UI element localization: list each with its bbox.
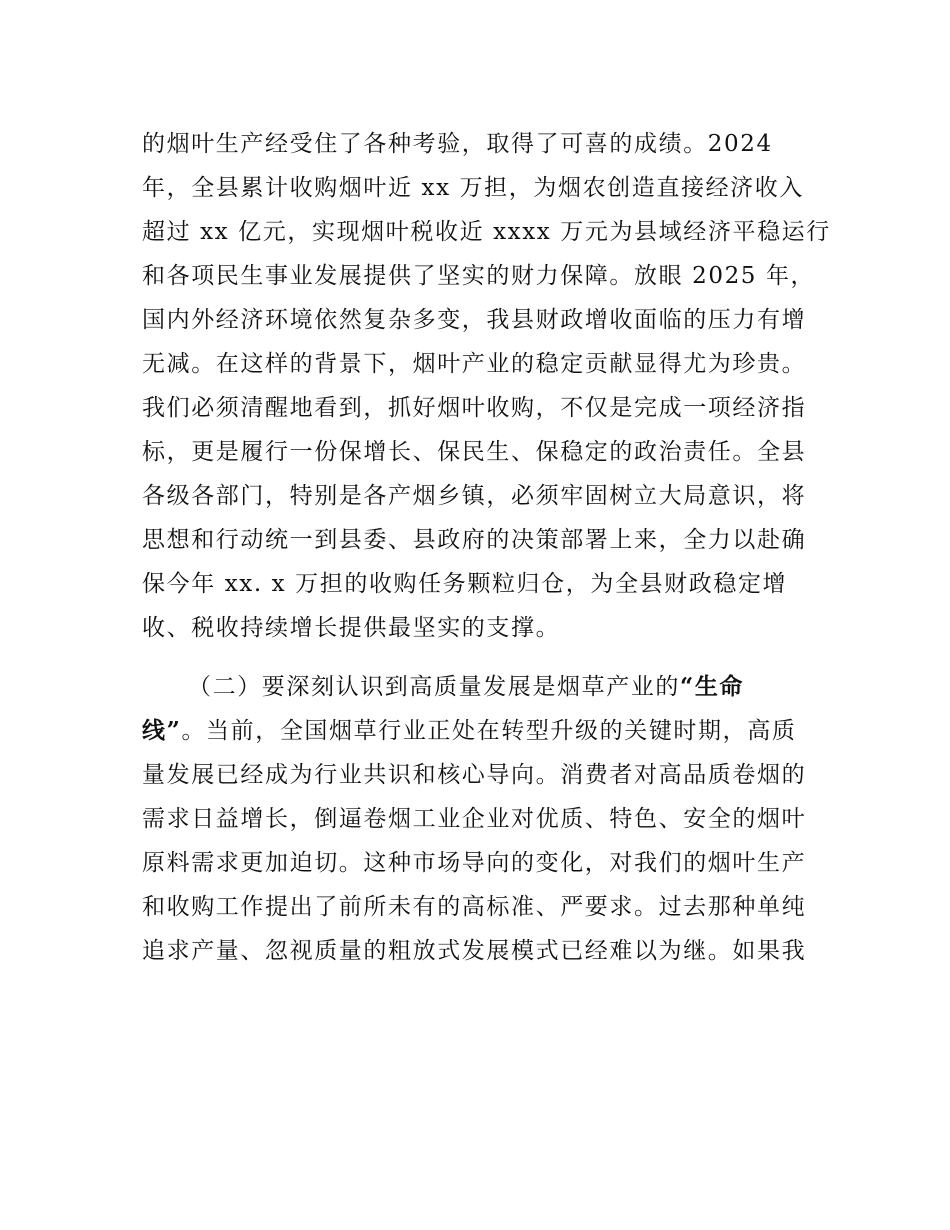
paragraph-1-line-7: 我们必须清醒地看到，抓好烟叶收购，不仅是完成一项经济指 [142, 395, 807, 421]
paragraph-1-line-6: 无减。在这样的背景下，烟叶产业的稳定贡献显得尤为珍贵。 [142, 351, 807, 377]
paragraph-1-line-2: 年，全县累计收购烟叶近 xx 万担，为烟农创造直接经济收入 [142, 175, 804, 201]
paragraph-2-heading-line [188, 665, 868, 709]
paragraph-1-line-5: 国内外经济环境依然复杂多变，我县财政增收面临的压力有增 [142, 307, 807, 333]
paragraph-2-heading-prefix: （二）要深刻认识到高质量发展是烟草产业的 [188, 674, 680, 700]
paragraph-2-line-2-bold: 线” [142, 717, 182, 744]
paragraph-2-line-5: 原料需求更加迫切。这种市场导向的变化，对我们的烟叶生产 [142, 850, 807, 876]
paragraph-1-line-4: 和各项民生事业发展提供了坚实的财力保障。放眼 2025 年， [142, 263, 816, 289]
paragraph-2-line-2 [142, 709, 822, 753]
paragraph-2-line-3: 量发展已经成为行业共识和核心导向。消费者对高品质卷烟的 [142, 762, 807, 788]
paragraph-1-line-3: 超过 xx 亿元，实现烟叶税收近 xxxx 万元为县域经济平稳运行 [142, 219, 831, 245]
paragraph-1-line-10: 思想和行动统一到县委、县政府的决策部署上来，全力以赴确 [142, 527, 807, 553]
paragraph-1-line-11: 保今年 xx. x 万担的收购任务颗粒归仓，为全县财政稳定增 [142, 571, 788, 597]
paragraph-2-line-6: 和收购工作提出了前所未有的高标准、严要求。过去那种单纯 [142, 894, 807, 920]
paragraph-2-heading-bold: “生命 [680, 673, 745, 700]
paragraph-2-line-4: 需求日益增长，倒逼卷烟工业企业对优质、特色、安全的烟叶 [142, 806, 807, 832]
paragraph-2-line-7: 追求产量、忽视质量的粗放式发展模式已经难以为继。如果我 [142, 938, 807, 964]
paragraph-1-line-8: 标，更是履行一份保增长、保民生、保稳定的政治责任。全县 [142, 439, 807, 465]
paragraph-1-line-12: 收、税收持续增长提供最坚实的支撑。 [142, 615, 561, 641]
paragraph-2-line-2-rest: 。当前，全国烟草行业正处在转型升级的关键时期，高质 [181, 718, 797, 744]
paragraph-1-line-1: 的烟叶生产经受住了各种考验，取得了可喜的成绩。2024 [142, 131, 773, 157]
paragraph-1-line-9: 各级各部门，特别是各产烟乡镇，必须牢固树立大局意识，将 [142, 483, 807, 509]
